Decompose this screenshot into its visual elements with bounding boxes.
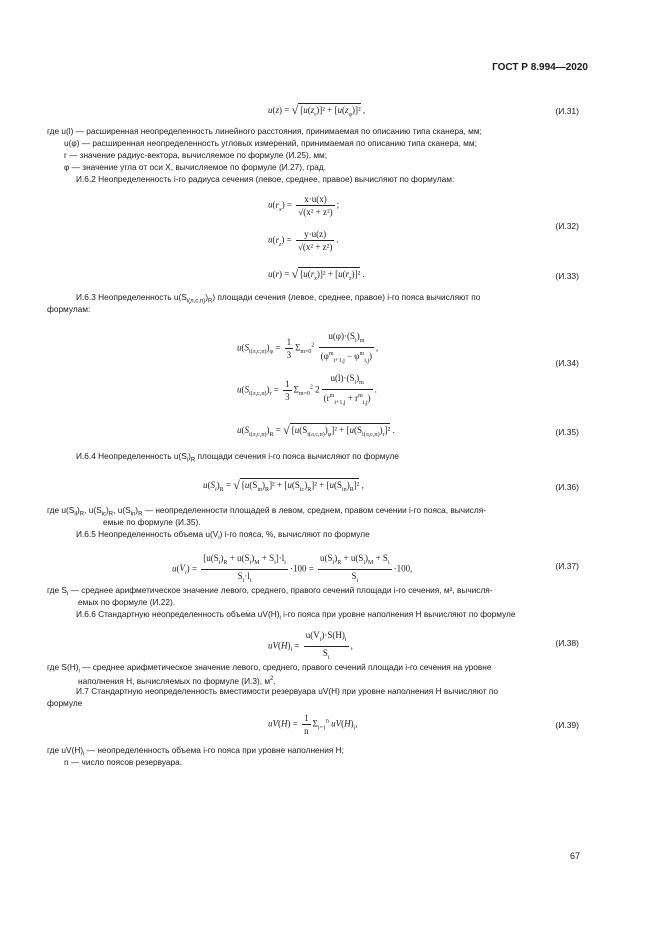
- formula-32b: $u(r_z)$ = $\frac{y\cdot u(z)}{\text{√(x² + z²)}}$ .: [268, 229, 339, 252]
- formula-34a: $u(S_{i(л,с,п)})_\varphi$ = $\frac{1}{3}$ $\Sigma_{m=0}^2$ $\frac{u(\varphi)\cdot(S_i)_m}{(\varphi^m_{i+1,j} - \varphi^m_{i,j})}$ ,: [237, 331, 379, 364]
- eq-number-39: (И.39): [555, 720, 579, 730]
- text-line: φ — значение угла от оси X, вычисляемое по формуле (И.27), град.: [64, 162, 327, 172]
- text-line: где $S_i$ — среднее арифметическое значение левого, среднего, правого сечений площади i-го сечения, м², вычисля-: [47, 585, 493, 598]
- eq-number-32: (И.32): [555, 221, 579, 231]
- formula-34b: $u(S_{i(л,с,п)})_r$ = $\frac{1}{3}$ $\Sigma_{m=0}^2$ 2 $\frac{u(l)\cdot(S_i)_m}{(r^m_{i+1,j} + r^m_{i,j})}$ .: [237, 373, 377, 406]
- text-line: И.6.3 Неопределенность $u(S_{i(л,с,п)})_R$) площади сечения (левое, среднее, правое) i-го пояса вычисляют по: [76, 292, 481, 305]
- text-line: И.6.4 Неопределенность $u(S_i)_R$ площади сечения i-го пояса вычисляют по формуле: [76, 451, 399, 464]
- standard-header: ГОСТ Р 8.994—2020: [492, 62, 588, 73]
- eq-number-35: (И.35): [555, 427, 579, 437]
- text-line: емых по формуле (И.22).: [78, 597, 176, 607]
- formula-33: u(r) = √ $[u(r_x)]^2 + [u(r_z)]^2$ .: [268, 267, 365, 285]
- formula-32a: $u(r_x)$ = $\frac{x\cdot u(x)}{\text{√(x² + z²)}}$ ;: [268, 194, 340, 217]
- text-line: емые по формуле (И.35).: [103, 517, 201, 527]
- text-line: наполнения H, вычисляемых по формуле (И.3), $м^2$.: [78, 675, 276, 686]
- eq-number-33: (И.33): [555, 271, 579, 281]
- formula-36: $u(S_i)_R$ = √ $[u(S_{in})_R]^2 + [u(S_{ic})_R]^2 + [u(S_{in})_R]^2$ ,: [203, 478, 364, 496]
- formula-31: u(z) = √ $[u(z_r)]^2 + [u(z_\varphi)]^2$ ,: [268, 103, 365, 121]
- formula-39: uV(H) = $\frac{1}{n}$ $\Sigma_{i=1}^n$ $uV(H)_i$,: [268, 713, 358, 736]
- text-line: И.6.6 Стандартную неопределенность объема $uV(H)_i$ i-го пояса при уровне наполнения H вычисляют по формуле: [76, 609, 516, 622]
- text-line: И.6.2 Неопределенность i-го радиуса сечения (левое, среднее, правое) вычисляют по формулам:: [76, 174, 455, 184]
- formula-35: $u(S_{i(л,с,п)})_R$ = √ $[u(S_{i(л,с,п)})_\varphi]^2 + [u(S_{i(л,с,п)})_r]^2$ .: [237, 423, 395, 441]
- text-line: u(φ) — расширенная неопределенность угловых измерений, принимаемая по описанию типа сканера, мм;: [64, 138, 477, 148]
- page-number: 67: [569, 851, 580, 861]
- text-line: И.7 Стандартную неопределенность вместимости резервуара uV(H) при уровне наполнения H вычисляют по: [76, 686, 498, 696]
- text-line: n — число поясов резервуара.: [64, 757, 183, 767]
- text-line: где $u(S_{il})_R$, $u(S_{ic})_R$, $u(S_{in})_R$ — неопределенности площадей в левом, среднем, правом сечении i-го пояса, вычисля-: [47, 505, 486, 518]
- eq-number-37: (И.37): [555, 561, 579, 571]
- eq-number-34: (И.34): [555, 358, 579, 368]
- eq-number-36: (И.36): [555, 482, 579, 492]
- text-line: где $S(H)_i$ — среднее арифметическое значение левого, среднего, правого сечений площади i-го сечения на уровне: [47, 662, 492, 675]
- text-line: формулам:: [47, 304, 91, 314]
- text-line: r — значение радиус-вектора, вычисляемое по формуле (И.25), мм;: [64, 150, 328, 160]
- formula-38: $uV(H)_i$ = $\frac{u(V_i)\cdot S(H)_i}{S_i}$ ,: [268, 630, 353, 661]
- eq-number-31: (И.31): [555, 106, 579, 116]
- eq-number-38: (И.38): [555, 638, 579, 648]
- text-line: И.6.5 Неопределенность объема $u(V_i)$ i-го пояса, %, вычисляют по формуле: [76, 529, 370, 542]
- text-line: где $uV(H)_i$ — неопределенность объема i-го пояса при уровне наполнения H;: [47, 745, 344, 758]
- text-line: формуле: [47, 698, 83, 708]
- formula-37: $u(V_i)$ = $\frac{[u(S_i)_R + u(S_i)_M + S_i]\cdot l_i}{S_i\cdot l_i}$ ·100 = $\frac{u(S_i)_R + u(S_i)_M + S_i}{S_i}$ ·100,: [172, 553, 413, 584]
- text-line: где u(l) — расширенная неопределенность линейного расстояния, принимаемая по описанию типа сканера, мм;: [47, 126, 482, 136]
